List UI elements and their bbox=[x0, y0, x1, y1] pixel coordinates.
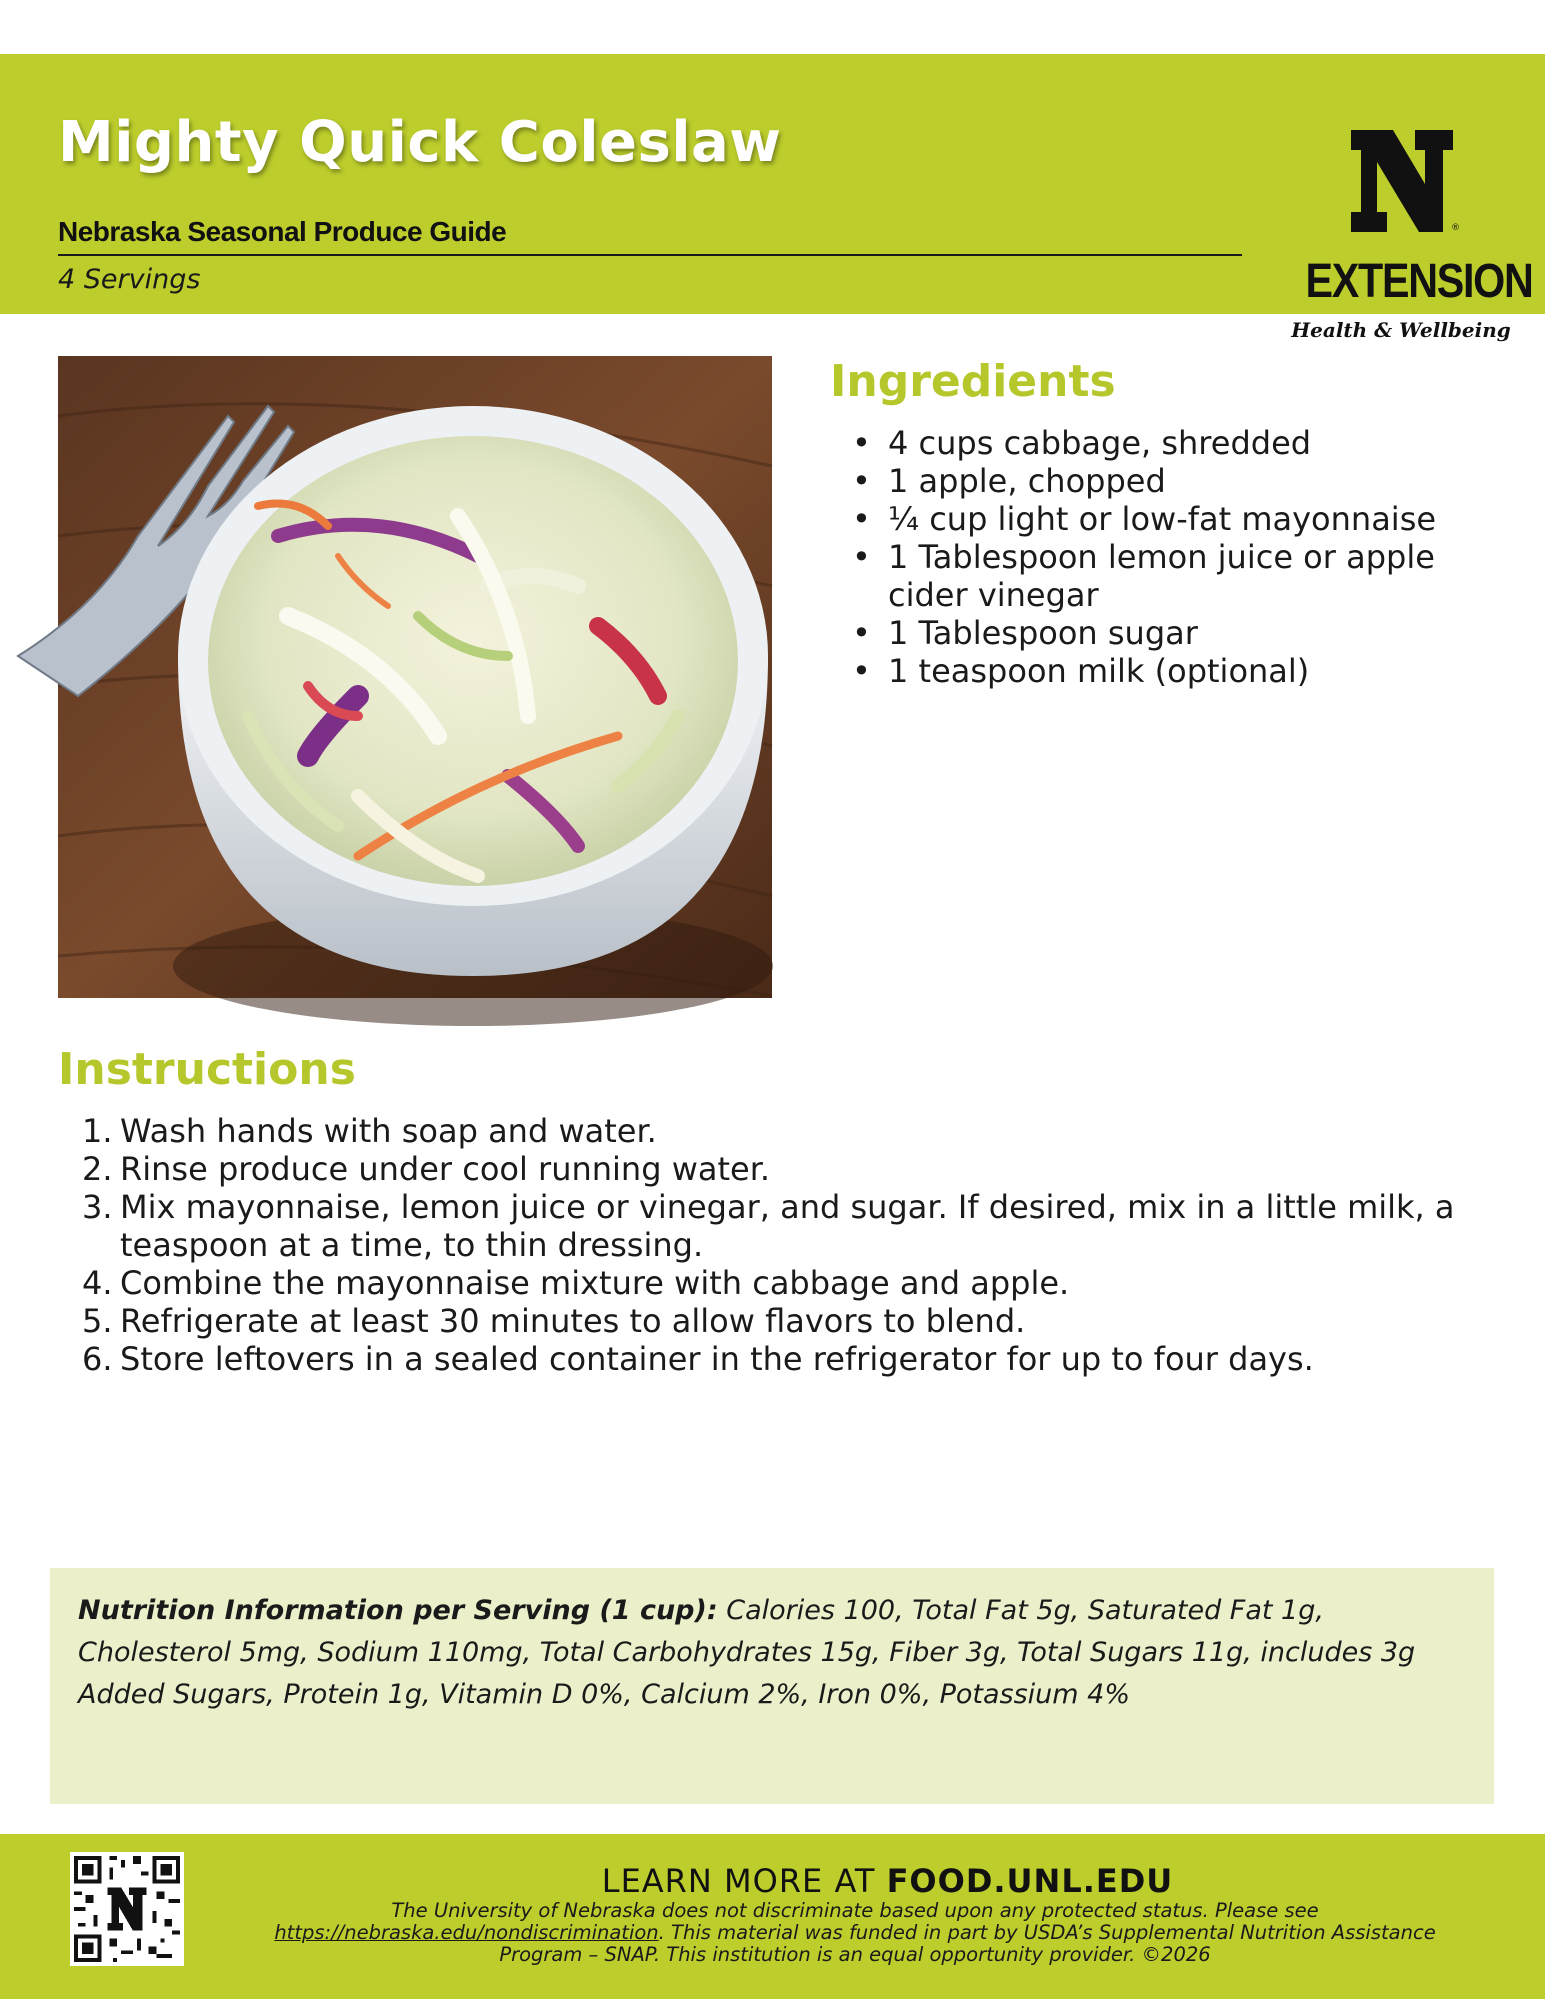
ingredient-item: • 4 cups cabbage, shredded bbox=[830, 424, 1510, 462]
step-text: Combine the mayonnaise mixture with cabbage and apple. bbox=[120, 1264, 1070, 1302]
nutrition-info bbox=[78, 1590, 1466, 1716]
ingredients-list bbox=[830, 424, 1510, 690]
recipe-title: Mighty Quick Coleslaw bbox=[58, 110, 782, 175]
extension-logo bbox=[1290, 126, 1533, 356]
ingredient-item: • 1 Tablespoon sugar bbox=[830, 614, 1510, 652]
extension-wordmark: EXTENSION bbox=[1305, 255, 1533, 308]
instruction-step bbox=[58, 1340, 1458, 1378]
step-text: Refrigerate at least 30 minutes to allow flavors to blend. bbox=[120, 1302, 1026, 1340]
ingredient-item: • 1 apple, chopped bbox=[830, 462, 1510, 500]
nutrition-label: Nutrition Information per Serving (1 cup): bbox=[78, 1595, 718, 1626]
header-divider bbox=[58, 254, 1242, 256]
guide-subtitle: Nebraska Seasonal Produce Guide bbox=[58, 216, 507, 247]
health-wellbeing-tagline: Health & Wellbeing bbox=[1291, 318, 1511, 342]
step-number: 2. bbox=[82, 1150, 113, 1188]
nutrition-values: Calories 100, Total Fat 5g, Saturated Fat 1g, Cholesterol 5mg, Sodium 110mg, Total Carbohydrates 15g, Fiber 3g, Total Sugars 11g, includes 3g Added Sugars, Protein 1g, Vitamin D 0%, Calcium 2%, Iron 0%, Potassium 4% bbox=[78, 1595, 1416, 1710]
step-number: 6. bbox=[82, 1340, 113, 1378]
step-number: 5. bbox=[82, 1302, 113, 1340]
instruction-step bbox=[58, 1150, 1458, 1188]
step-text: Store leftovers in a sealed container in the refrigerator for up to four days. bbox=[120, 1340, 1314, 1378]
svg-text:®: ® bbox=[1451, 223, 1460, 233]
nebraska-n-icon bbox=[1347, 126, 1460, 236]
ingredients-heading: Ingredients bbox=[830, 356, 1116, 407]
learn-more-line bbox=[0, 1862, 1545, 1900]
step-text: Mix mayonnaise, lemon juice or vinegar, and sugar. If desired, mix in a little milk, a teaspoon at a time, to thin dressing. bbox=[120, 1188, 1455, 1264]
disclaimer-text-2: . This material was funded in part by USDA’s Supplemental Nutrition Assistance Program – SNAP. This institution is an equal opportunity provider. ©2026 bbox=[499, 1921, 1436, 1966]
disclaimer-text-1: The University of Nebraska does not discriminate based upon any protected status. Please see bbox=[391, 1899, 1319, 1922]
instructions-list bbox=[58, 1112, 1458, 1378]
instruction-step bbox=[58, 1302, 1458, 1340]
servings-count: 4 Servings bbox=[58, 264, 201, 295]
instruction-step bbox=[58, 1264, 1458, 1302]
ingredient-item: • 1 teaspoon milk (optional) bbox=[830, 652, 1510, 690]
instruction-step bbox=[58, 1112, 1458, 1150]
step-number: 4. bbox=[82, 1264, 113, 1302]
ingredient-item: • 1 Tablespoon lemon juice or apple cider vinegar bbox=[830, 538, 1510, 614]
instruction-step bbox=[58, 1188, 1458, 1264]
step-number: 1. bbox=[82, 1112, 113, 1150]
step-text: Wash hands with soap and water. bbox=[120, 1112, 657, 1150]
learn-more-prefix: LEARN MORE AT bbox=[601, 1862, 887, 1900]
ingredient-item: • ¼ cup light or low-fat mayonnaise bbox=[830, 500, 1510, 538]
header-banner bbox=[0, 54, 1545, 342]
step-number: 3. bbox=[82, 1188, 113, 1226]
coleslaw-photo bbox=[58, 356, 772, 998]
step-text: Rinse produce under cool running water. bbox=[120, 1150, 771, 1188]
food-site-link[interactable]: FOOD.UNL.EDU bbox=[886, 1862, 1174, 1900]
nondiscrimination-link[interactable]: https://nebraska.edu/nondiscrimination bbox=[274, 1921, 659, 1944]
nondiscrimination-disclaimer bbox=[230, 1900, 1480, 1966]
instructions-heading: Instructions bbox=[58, 1044, 356, 1095]
footer-banner bbox=[0, 1834, 1545, 1999]
nutrition-box bbox=[50, 1568, 1494, 1804]
